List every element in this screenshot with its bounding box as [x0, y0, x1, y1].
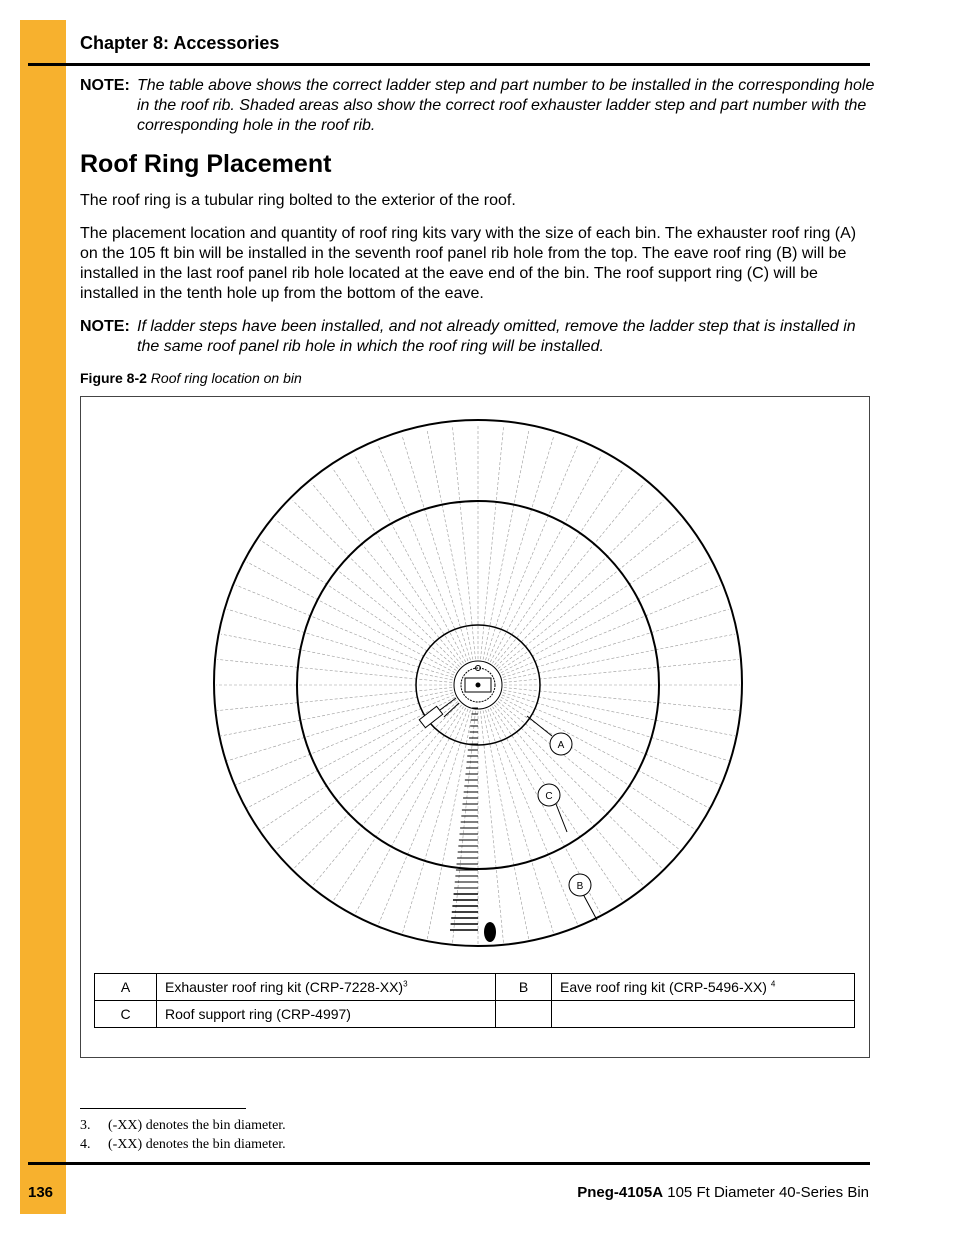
note-ladder-steps	[80, 317, 875, 357]
figure-legend-table	[94, 973, 855, 1028]
header-rule	[28, 63, 870, 66]
roof-rib-line	[481, 425, 504, 659]
page-number: 136	[28, 1184, 54, 1201]
roof-ring-diagram	[200, 410, 760, 960]
legend-value: Exhauster roof ring kit $(CRP-7228-XX)^3$	[157, 974, 496, 1001]
section-title: Roof Ring Placement	[80, 150, 332, 178]
roof-rib-line	[481, 711, 504, 945]
legend-key	[496, 1001, 552, 1028]
callout-leader-b	[583, 894, 597, 920]
roof-rib-line	[402, 435, 471, 660]
side-color-bar	[20, 20, 66, 1214]
figure-caption	[80, 370, 302, 386]
roof-rib-line	[486, 435, 555, 660]
roof-cap-detail	[465, 666, 491, 693]
legend-key: A	[95, 974, 157, 1001]
callout-leader-a	[527, 716, 552, 736]
roof-rib-line	[488, 444, 578, 661]
roof-rib-line	[402, 710, 471, 935]
callout-label-b: B	[576, 881, 584, 892]
legend-value: Roof support ring (CRP-4997)	[157, 1001, 496, 1028]
roof-rib-line	[486, 710, 555, 935]
note-label: NOTE:	[80, 77, 130, 94]
roof-rib-line	[378, 444, 468, 661]
roof-rib-line	[452, 425, 475, 659]
note-text: The table above shows the correct ladder step and part number to be installed in the corresponding hole in the roof rib. Shaded areas also show the correct roof exhauster ladder step and part number with the corresponding hole in the roof rib.	[137, 77, 875, 134]
footer-rule	[28, 1162, 870, 1165]
legend-key: C	[95, 1001, 157, 1028]
table-row	[95, 1001, 855, 1028]
callout-label-a: A	[557, 740, 565, 751]
note-table-reference	[80, 76, 875, 136]
roof-rib-line	[483, 711, 529, 941]
note-label: NOTE:	[80, 318, 130, 335]
chapter-title: Chapter 8: Accessories	[80, 33, 280, 53]
note-text: If ladder steps have been installed, and not already omitted, remove the ladder step that is installed in the same roof panel rib hole in which the roof ring will be installed.	[137, 318, 856, 355]
document-id: Pneg-4105A 105 Ft Diameter 40-Series Bin	[577, 1184, 869, 1201]
callout-leader-c	[556, 804, 567, 832]
callout-label-c: C	[545, 791, 553, 802]
figure-number: Figure 8-2	[80, 370, 147, 386]
roof-ladder-end	[484, 922, 496, 942]
footnote: 4. (-XX) denotes the bin diameter.	[80, 1137, 286, 1152]
center-marker	[476, 683, 480, 687]
footnote: 3. (-XX) denotes the bin diameter.	[80, 1118, 286, 1133]
paragraph-placement: The placement location and quantity of roof ring kits vary with the size of each bin. The exhauster roof ring (A) on the 105 ft bin will be installed in the seventh roof panel rib hole from the top. The eave roof ring (B) will be installed in the last roof panel rib hole located at the eave end of the bin. The roof support ring (C) will be installed in the tenth hole up from the bottom of the eave.	[80, 225, 857, 302]
legend-value	[552, 1001, 855, 1028]
exhauster-unit	[419, 698, 459, 728]
footnote-rule	[80, 1108, 246, 1109]
figure-caption-text: Roof ring location on bin	[150, 370, 302, 386]
roof-rib-line	[427, 429, 473, 659]
roof-rib-line	[483, 429, 529, 659]
paragraph-intro: The roof ring is a tubular ring bolted to the exterior of the roof.	[80, 192, 516, 209]
legend-key: B	[496, 974, 552, 1001]
legend-value: Eave roof ring kit (CRP-5496-XX) $^4$	[552, 974, 855, 1001]
table-row	[95, 974, 855, 1001]
